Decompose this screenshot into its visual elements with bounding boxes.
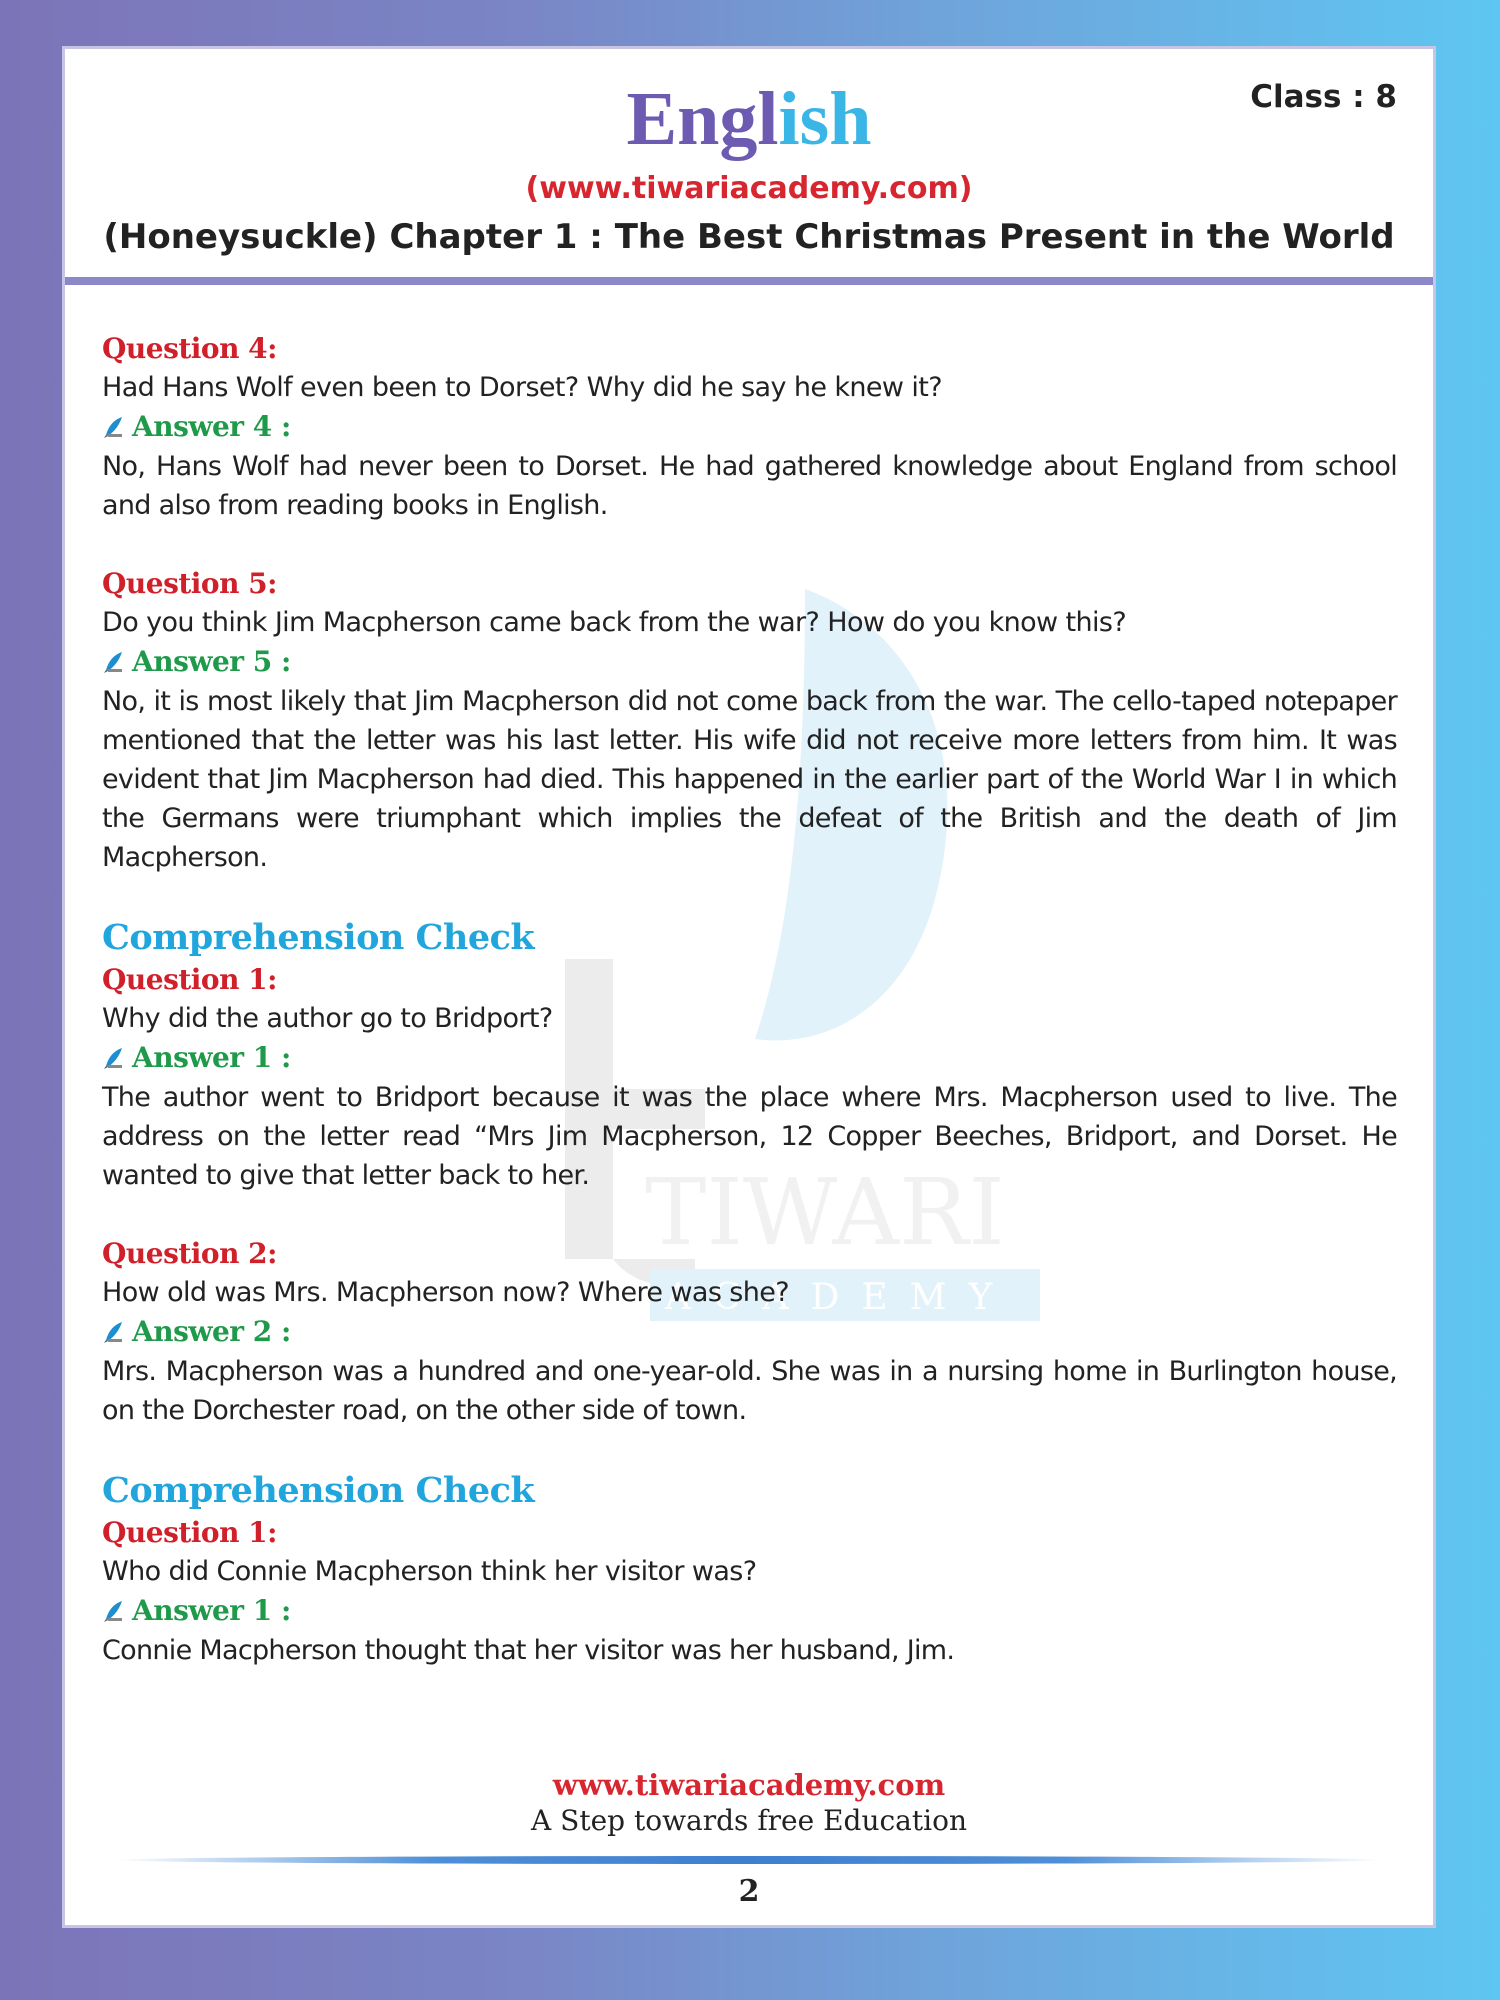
page-header (65, 49, 1433, 285)
question-label: Question 5: (102, 567, 277, 600)
question-label: Question 2: (102, 1237, 277, 1270)
answer-label-row (102, 1591, 1397, 1631)
watermark-text-tiwari: TIWARI (645, 1159, 1005, 1266)
answer-text: The author went to Bridport because it was the place where Mrs. Macpherson used to live. The address on the letter read “Mrs Jim Macpherson, 12 Copper Beeches, Bridport, and Dorset. He wanted to give that letter back to her. (102, 1082, 1397, 1191)
footer-website-link[interactable]: www.tiwariacademy.com (552, 1768, 946, 1802)
answer-text: No, Hans Wolf had never been to Dorset. He had gathered knowledge about England from school and also from reading books in English. (102, 451, 1397, 521)
question-text: How old was Mrs. Macpherson now? Where was she? (102, 1277, 790, 1308)
answer-label: Answer 5 : (132, 645, 291, 678)
answer-label: Answer 1 : (132, 1041, 291, 1074)
question-text: Who did Connie Macpherson think her visitor was? (102, 1556, 757, 1587)
header-website: (www.tiwariacademy.com) (525, 171, 973, 206)
answer-text: No, it is most likely that Jim Macpherson did not come back from the war. The cello-taped notepaper mentioned that the letter was his last letter. His wife did not receive more letters from him. It was evident that Jim Macpherson had died. This happened in the earlier part of the World War I in which the Germans were triumphant which implies the defeat of the British and the death of Jim Macpherson. (102, 686, 1397, 873)
pen-icon (102, 1320, 124, 1344)
pen-icon (102, 1599, 124, 1623)
subject-title-part1: Engl (626, 77, 779, 161)
answer-label: Answer 1 : (132, 1594, 291, 1627)
footer-divider (115, 1856, 1383, 1864)
question-label: Question 4: (102, 332, 277, 365)
qa-content (102, 329, 1397, 1670)
question-text: Had Hans Wolf even been to Dorset? Why did he say he knew it? (102, 372, 942, 403)
question-text: Why did the author go to Bridport? (102, 1003, 553, 1034)
watermark-text-academy: ACADEMY (665, 1277, 1015, 1318)
answer-text: Mrs. Macpherson was a hundred and one-year-old. She was in a nursing home in Burlington house, on the Dorchester road, on the other side of town. (102, 1356, 1397, 1426)
footer-tagline: A Step towards free Education (531, 1804, 967, 1837)
question-text: Do you think Jim Macpherson came back from the war? How do you know this? (102, 607, 1127, 638)
answer-text: Connie Macpherson thought that her visitor was her husband, Jim. (102, 1635, 955, 1666)
pen-icon (102, 650, 124, 674)
pen-icon (102, 415, 124, 439)
answer-label: Answer 2 : (132, 1315, 291, 1348)
page-number: 2 (738, 1874, 760, 1909)
class-label: Class : 8 (1250, 79, 1397, 115)
subject-title (65, 77, 1433, 161)
question-label: Question 1: (102, 1516, 277, 1549)
section-heading: Comprehension Check (102, 917, 535, 958)
answer-label-row (102, 1038, 1397, 1078)
answer-label-row (102, 407, 1397, 447)
chapter-title: (Honeysuckle) Chapter 1 : The Best Christmas Present in the World (103, 217, 1395, 257)
answer-label: Answer 4 : (132, 410, 291, 443)
answer-label-row (102, 642, 1397, 682)
question-label: Question 1: (102, 963, 277, 996)
section-heading: Comprehension Check (102, 1470, 535, 1511)
pen-icon (102, 1046, 124, 1070)
answer-label-row (102, 1312, 1397, 1352)
subject-title-part2: ish (778, 77, 872, 161)
document-page (62, 46, 1436, 1928)
